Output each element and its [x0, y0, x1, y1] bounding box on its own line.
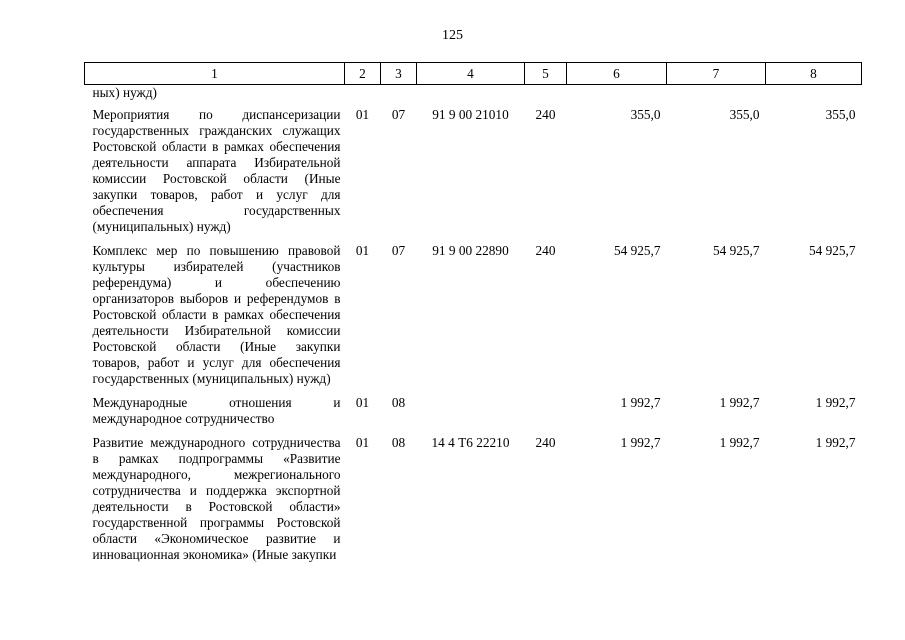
row-value-7: 355,0	[729, 107, 760, 122]
table-row	[85, 243, 862, 395]
row-pr: 08	[391, 435, 406, 450]
row-name: Международные отношения и международное сотрудничество	[92, 395, 341, 426]
row-name: Развитие международного сотрудничества в рамках подпрограммы «Развитие международного, межрегионального сотрудничества и поддержка экспортной деятельности в Ростовской области» государственной программы Ростовской области «Экономическое развитие и инновационная экономика» (Иные закупки	[92, 435, 341, 562]
row-csr: 91 9 00 21010	[432, 107, 509, 122]
row-vr: 240	[535, 435, 556, 450]
row-rz: 01	[355, 435, 370, 450]
row-vr: 240	[535, 243, 556, 258]
row-csr: 91 9 00 22890	[432, 243, 509, 258]
row-value-6: 54 925,7	[613, 243, 661, 258]
header-row	[85, 63, 862, 85]
row-pr: 07	[391, 107, 406, 122]
row-value-8: 1 992,7	[815, 395, 856, 410]
row-value-6: 1 992,7	[620, 395, 661, 410]
column-header: 6	[567, 63, 667, 85]
continuation-row	[85, 85, 862, 108]
row-value-8: 54 925,7	[808, 243, 856, 258]
row-pr: 08	[391, 395, 406, 410]
row-value-7: 1 992,7	[719, 435, 760, 450]
row-value-6: 355,0	[630, 107, 661, 122]
page-number: 125	[442, 28, 463, 43]
row-value-7: 1 992,7	[719, 395, 760, 410]
column-header: 2	[345, 63, 381, 85]
row-name: ных) нужд)	[92, 85, 157, 100]
table-row	[85, 107, 862, 243]
row-csr: 14 4 Т6 22210	[431, 435, 510, 450]
column-header: 8	[766, 63, 862, 85]
column-header: 3	[381, 63, 417, 85]
row-vr: 240	[535, 107, 556, 122]
row-rz: 01	[355, 395, 370, 410]
row-rz: 01	[355, 243, 370, 258]
row-pr: 07	[391, 243, 406, 258]
column-header: 5	[525, 63, 567, 85]
column-header: 7	[667, 63, 766, 85]
column-header: 4	[417, 63, 525, 85]
row-name: Мероприятия по диспансеризации государственных гражданских служащих Ростовской области в рамках обеспечения деятельности аппарата Избирательной комиссии Ростовской области (Иные закупки товаров, работ и услуг для обеспечения государственных (муниципальных) нужд)	[92, 107, 341, 234]
table-row	[85, 395, 862, 435]
row-value-8: 355,0	[825, 107, 856, 122]
row-value-7: 54 925,7	[712, 243, 760, 258]
row-name: Комплекс мер по повышению правовой культуры избирателей (участников референдума) и обеспечению организаторов выборов и референдумов в Ростовской области в рамках обеспечения деятельности Избирательной комиссии Ростовской области (Иные закупки товаров, работ и услуг для обеспечения государственных (муниципальных) нужд)	[92, 243, 341, 386]
row-value-6: 1 992,7	[620, 435, 661, 450]
row-csr	[417, 395, 525, 435]
table-row	[85, 435, 862, 571]
row-rz: 01	[355, 107, 370, 122]
row-value-8: 1 992,7	[815, 435, 856, 450]
budget-table	[84, 62, 862, 571]
column-header: 1	[85, 63, 345, 85]
row-vr	[525, 395, 567, 435]
